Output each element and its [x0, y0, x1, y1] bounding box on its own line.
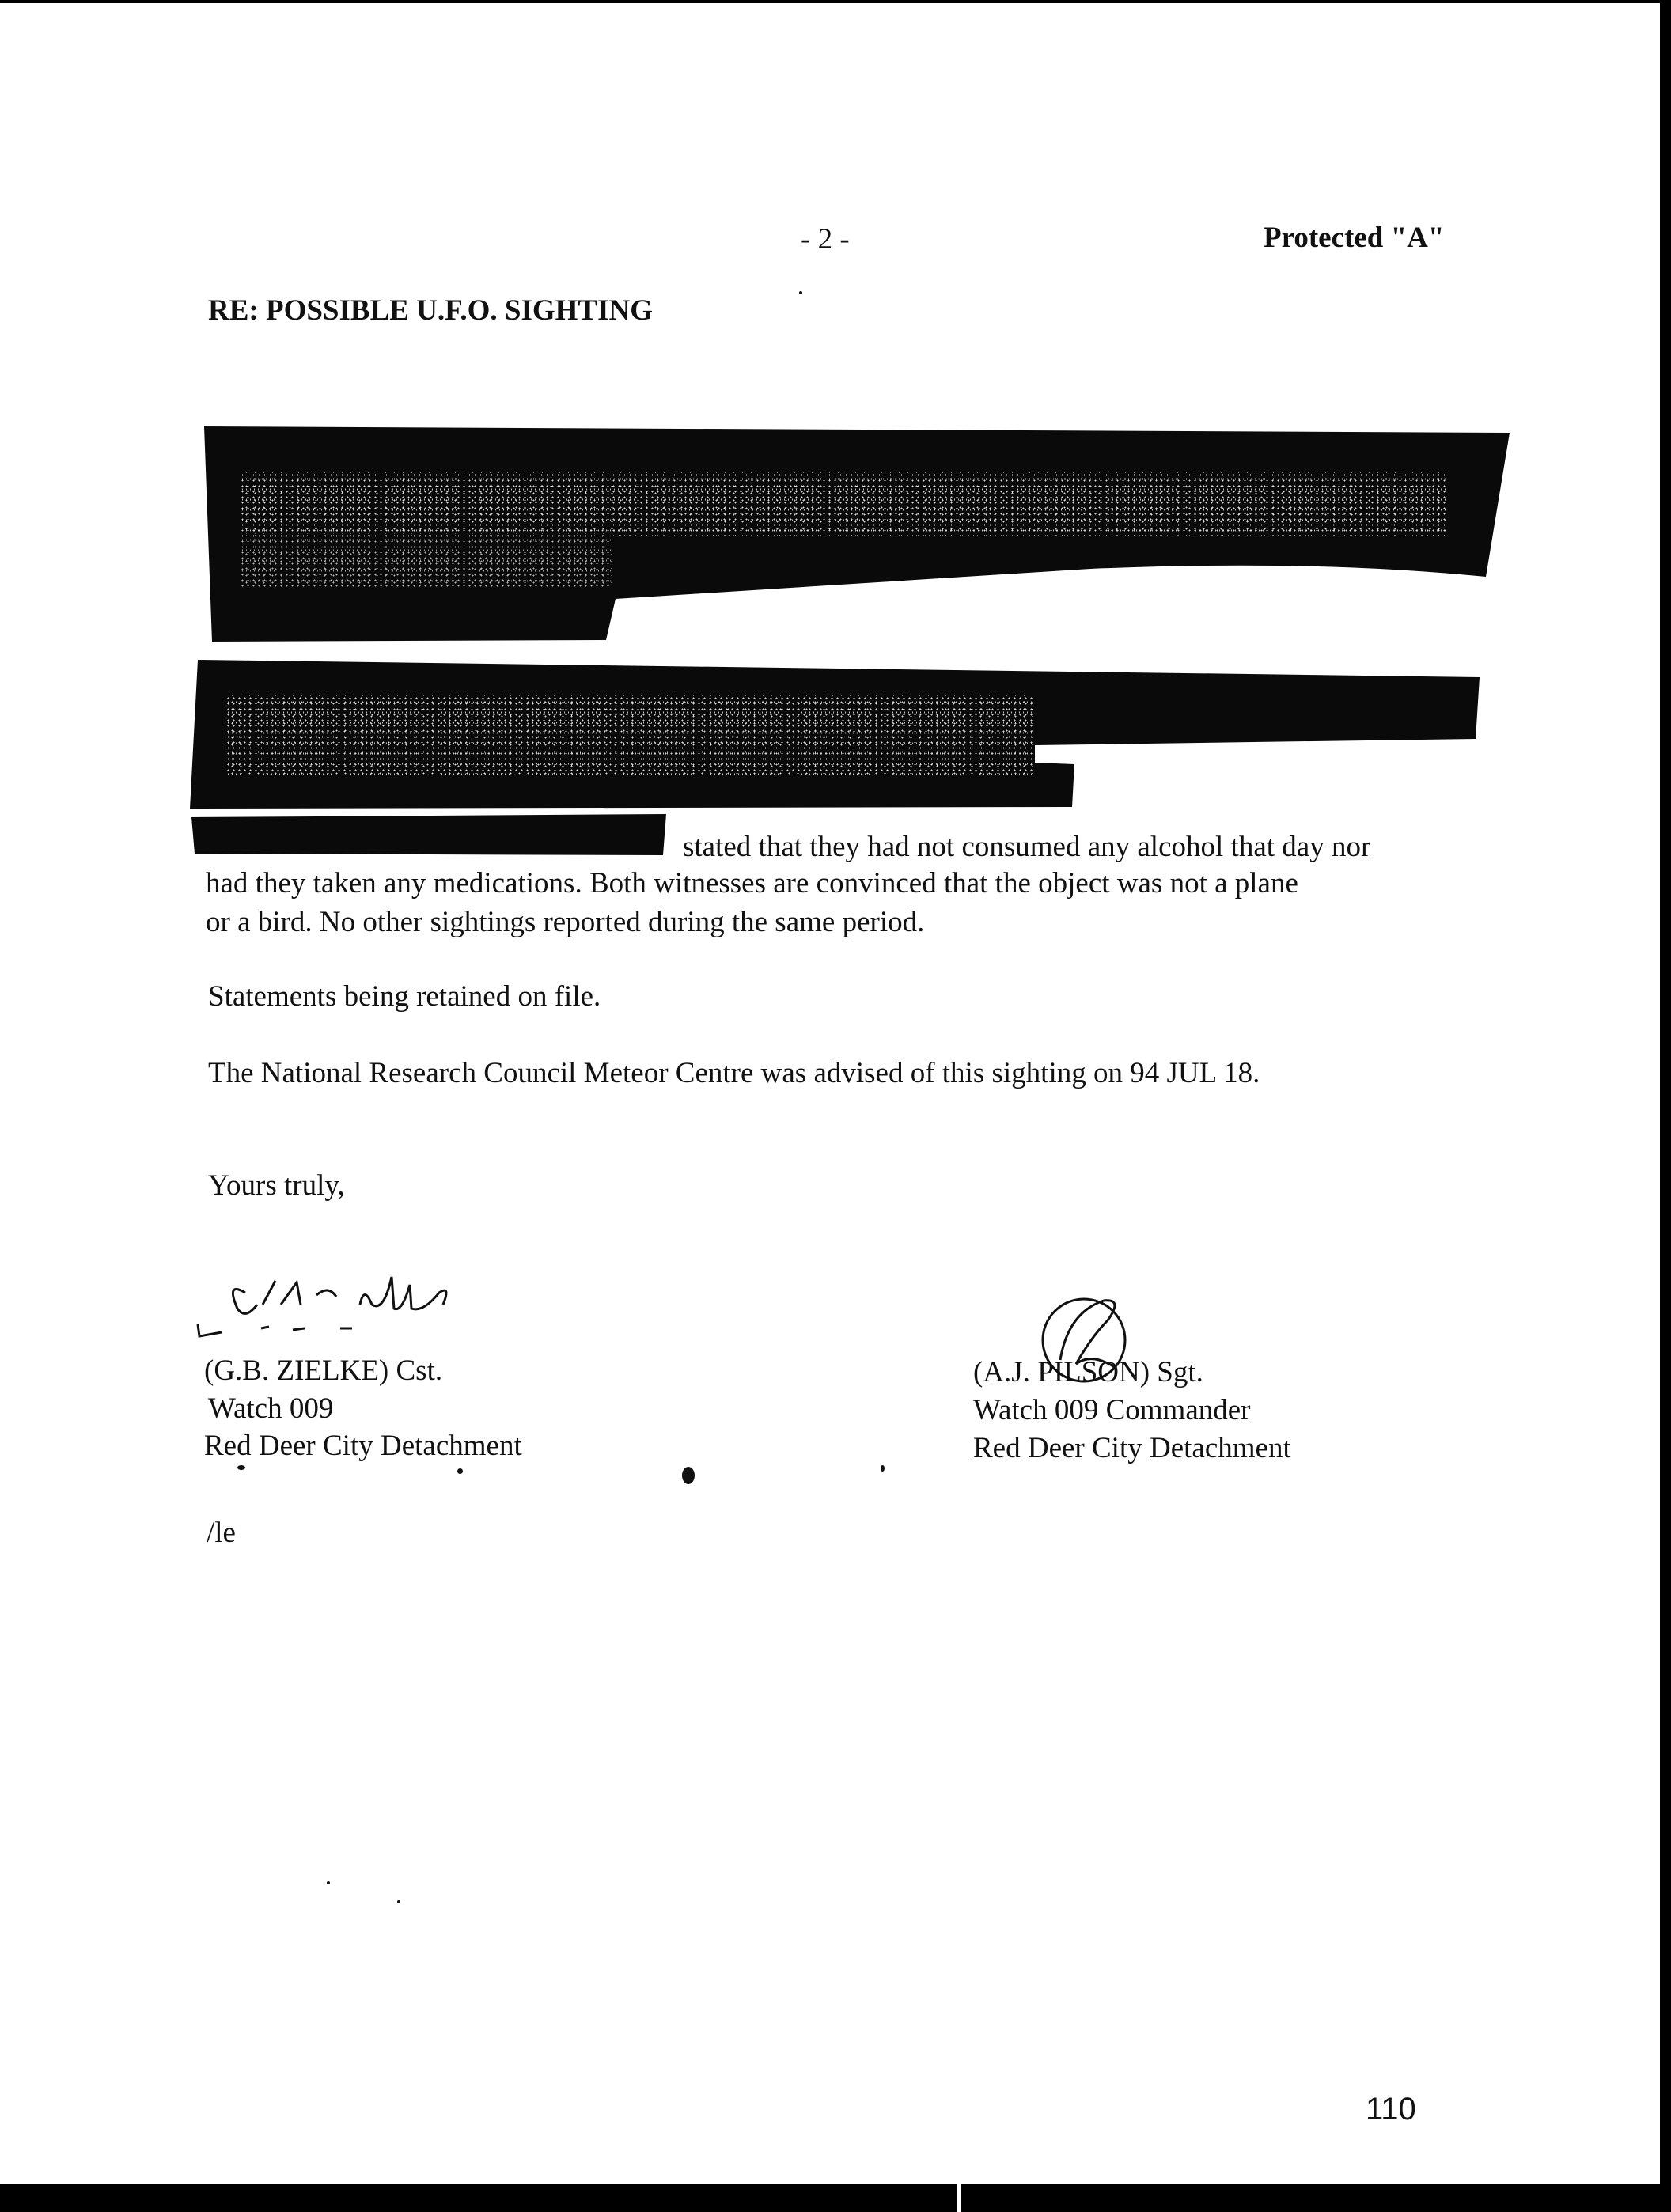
body-paragraph-2: Statements being retained on file.	[208, 980, 601, 1013]
classification-label: Protected "A"	[1264, 222, 1445, 254]
scan-speck	[237, 1465, 245, 1470]
left-signatory-unit: Red Deer City Detachment	[204, 1430, 522, 1462]
typist-initials: /le	[207, 1517, 236, 1549]
scan-speck	[457, 1468, 463, 1474]
body-line-2: had they taken any medications. Both witnesses are convinced that the object was not a plane	[206, 867, 1298, 900]
redaction-block-2	[190, 660, 1480, 810]
right-signatory-watch: Watch 009 Commander	[973, 1394, 1251, 1426]
scan-border-bottom	[0, 2184, 1671, 2212]
closing-salutation: Yours truly,	[208, 1169, 345, 1202]
scan-speck	[881, 1465, 885, 1472]
scan-speck	[327, 1881, 330, 1884]
left-signatory-name: (G.B. ZIELKE) Cst.	[204, 1354, 443, 1387]
scan-border-mark	[957, 2180, 961, 2212]
right-signatory-name: (A.J. PILSON) Sgt.	[973, 1356, 1203, 1388]
subject-line: RE: POSSIBLE U.F.O. SIGHTING	[208, 294, 654, 327]
body-line-3: or a bird. No other sightings reported during the same period.	[206, 906, 925, 938]
redaction-block-1	[204, 426, 1510, 644]
body-line-1: stated that they had not consumed any alcohol that day nor	[683, 831, 1371, 863]
scan-speck	[682, 1467, 695, 1484]
page-number: 110	[1366, 2092, 1416, 2127]
redaction-block-3	[191, 814, 666, 855]
body-paragraph-3: The National Research Council Meteor Centre was advised of this sighting on 94 JUL 18.	[208, 1057, 1260, 1089]
page-marker: - 2 -	[801, 223, 850, 256]
redaction-shape-3	[191, 814, 666, 855]
scan-speck	[397, 1900, 400, 1903]
left-signature-handwriting	[190, 1249, 498, 1356]
left-signatory-watch: Watch 009	[208, 1392, 334, 1425]
document-page	[0, 3, 1660, 2187]
right-signatory-unit: Red Deer City Detachment	[973, 1432, 1291, 1464]
scan-speck	[799, 291, 802, 294]
